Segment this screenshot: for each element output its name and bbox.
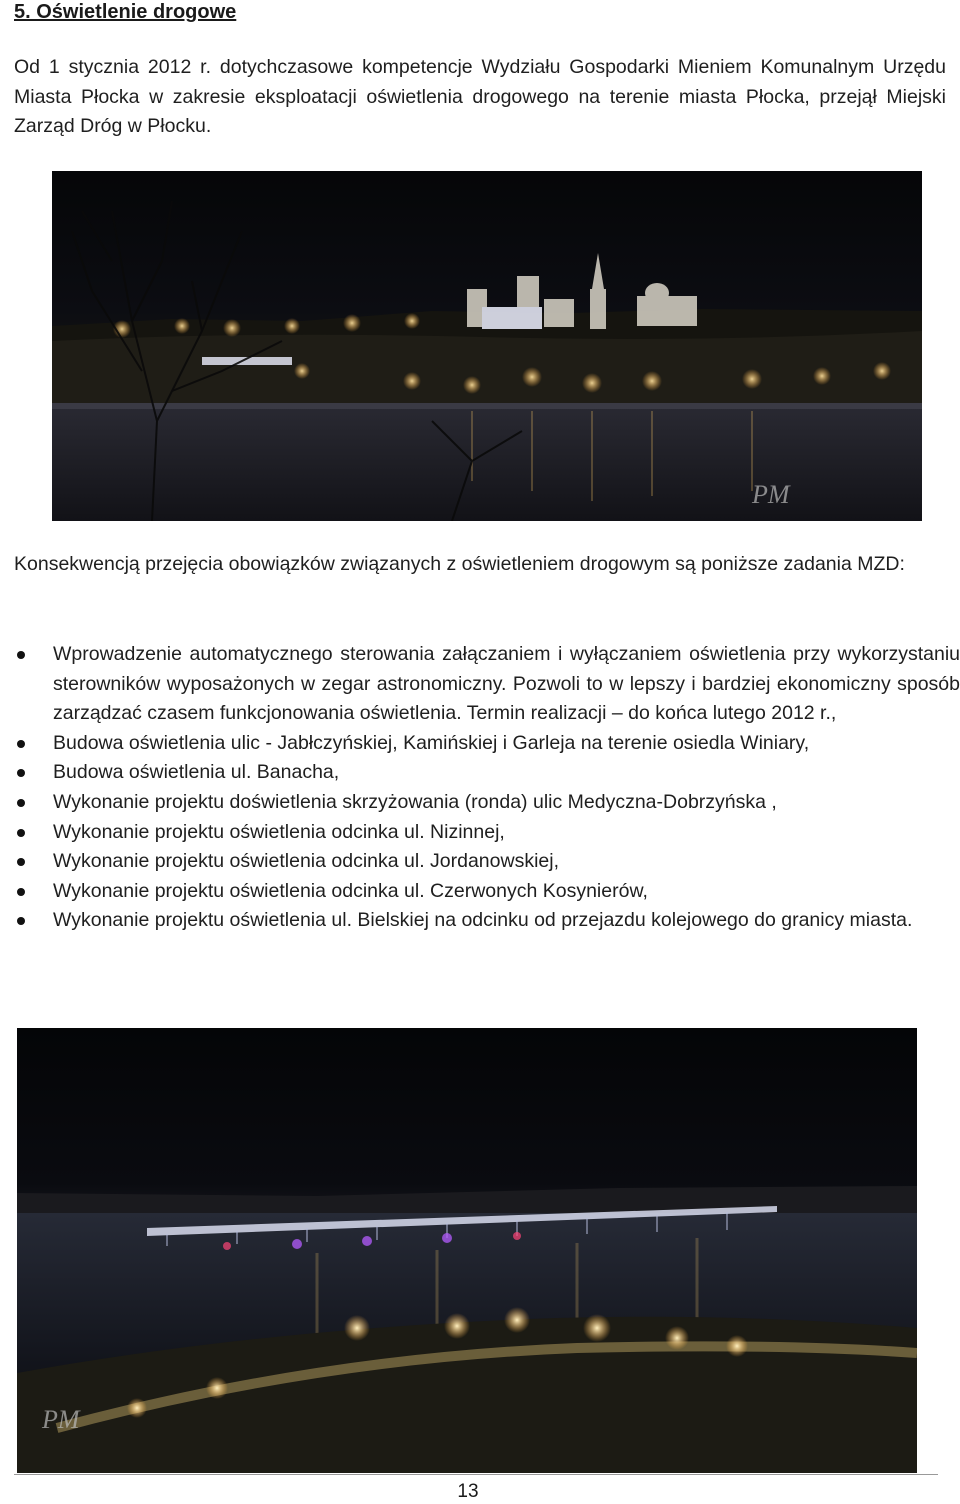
list-item: Wprowadzenie automatycznego sterowania załączaniem i wyłączaniem oświetlenia przy wykorzystaniu sterowników wyposażonych w zegar astronomiczny. Pozwoli to w lepszy i bardziej ekonomiczny sposób zarządzać czasem funkcjonowania oświetlenia. Termin realizacji – do końca lutego 2012 r., [14, 640, 960, 729]
page-number: 13 [457, 1481, 479, 1502]
list-item: Wykonanie projektu oświetlenia odcinka ul. Nizinnej, [14, 818, 960, 848]
consequence-paragraph: Konsekwencją przejęcia obowiązków związanych z oświetleniem drogowym są poniższe zadania MZD: [14, 553, 905, 575]
svg-text:PM: PM [752, 480, 790, 509]
list-item: Wykonanie projektu doświetlenia skrzyżowania (ronda) ulic Medyczna-Dobrzyńska , [14, 788, 960, 818]
footer-divider [14, 1474, 938, 1475]
list-item: Wykonanie projektu oświetlenia odcinka ul. Czerwonych Kosynierów, [14, 877, 960, 907]
svg-text:PM: PM [42, 1405, 80, 1434]
section-heading: 5. Oświetlenie drogowe [14, 1, 237, 23]
list-item: Wykonanie projektu oświetlenia ul. Bielskiej na odcinku od przejazdu kolejowego do granicy miasta. [14, 906, 960, 936]
tasks-list [14, 640, 960, 936]
list-item: Wykonanie projektu oświetlenia odcinka ul. Jordanowskiej, [14, 847, 960, 877]
intro-paragraph: Od 1 stycznia 2012 r. dotychczasowe kompetencje Wydziału Gospodarki Mieniem Komunalnym Urzędu Miasta Płocka w zakresie eksploatacji oświetlenia drogowego na terenie miasta Płocka, przejął Miejski Zarząd Dróg w Płocku. [14, 56, 946, 137]
night-bridge-photo [17, 1028, 917, 1473]
night-skyline-photo [52, 171, 922, 521]
list-item: Budowa oświetlenia ul. Banacha, [14, 758, 960, 788]
list-item: Budowa oświetlenia ulic - Jabłczyńskiej, Kamińskiej i Garleja na terenie osiedla Winiary, [14, 729, 960, 759]
